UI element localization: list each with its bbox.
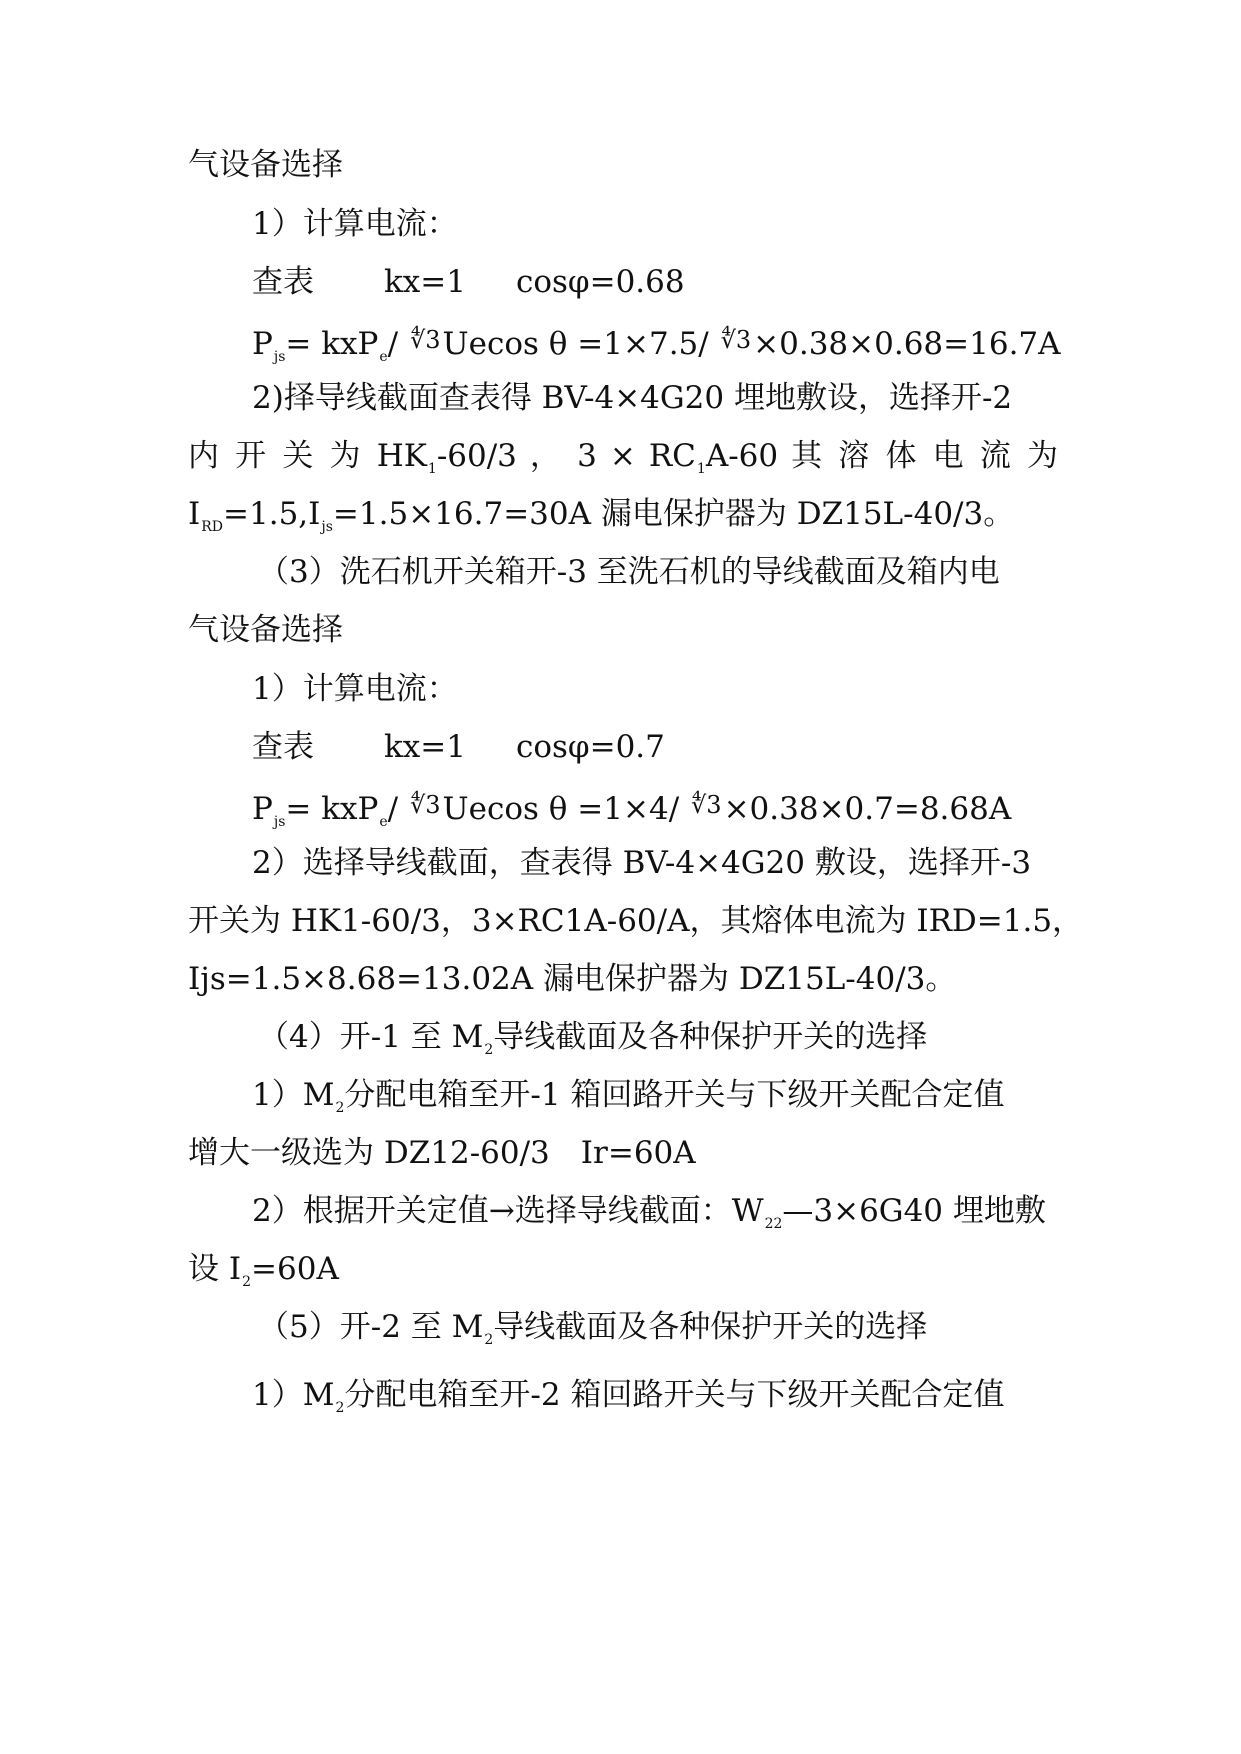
text-span: 分配电箱至开-1 箱回路开关与下级开关配合定值 <box>344 1077 1005 1113</box>
text-span: 1）M <box>252 1377 335 1413</box>
subscript: 22 <box>764 1216 783 1232</box>
text-span: —3×6G40 埋地敷 <box>782 1193 1046 1229</box>
text-span: P <box>252 326 273 362</box>
text-span: -60/3 ， 3 × RC <box>436 438 696 474</box>
text-span: kx=1 <box>384 264 466 300</box>
text-span: / <box>387 326 408 362</box>
subscript: js <box>321 519 333 535</box>
subscript: 2 <box>335 1400 345 1416</box>
text-line <box>252 722 1058 772</box>
text-line: Ijs=1.5×8.68=13.02A 漏电保护器为 DZ15L-40/3。 <box>188 961 957 997</box>
text-line <box>252 1070 1058 1120</box>
section-heading: （3）洗石机开关箱开-3 至洗石机的导线截面及箱内电 <box>258 554 1000 590</box>
text-span: （5）开-2 至 M <box>258 1309 484 1345</box>
text-span: P <box>252 791 273 827</box>
text-span: kx=1 <box>384 729 466 765</box>
text-span: 分配电箱至开-2 箱回路开关与下级开关配合定值 <box>344 1377 1005 1413</box>
text-line <box>252 257 1058 307</box>
text-span: Uecos θ =1×4/ <box>442 791 690 827</box>
subscript: js <box>273 349 286 365</box>
text-span: / <box>387 791 408 827</box>
text-span: = kxP <box>285 326 379 362</box>
text-line: 气设备选择 <box>188 612 343 648</box>
text-line: 1）计算电流： <box>252 671 458 707</box>
text-span: 1）M <box>252 1077 335 1113</box>
root-symbol: ∜3 <box>409 791 441 819</box>
root-symbol: ∜3 <box>409 326 441 354</box>
subscript: e <box>379 814 388 830</box>
text-span: = kxP <box>285 791 379 827</box>
root-symbol: ∜3 <box>720 326 752 354</box>
subscript: RD <box>201 519 224 535</box>
text-line: 2)择导线截面查表得 BV-4×4G20 埋地敷设，选择开-2 <box>252 380 1013 416</box>
subscript: e <box>379 349 388 365</box>
formula-line <box>252 780 1058 830</box>
text-line <box>188 431 1058 481</box>
subscript: 2 <box>484 1332 494 1348</box>
subscript: js <box>273 814 286 830</box>
text-span: 2）根据开关定值→选择导线截面：W <box>252 1193 764 1229</box>
subscript: 1 <box>696 461 706 477</box>
text-span: =60A <box>251 1251 339 1287</box>
subscript: 2 <box>242 1274 252 1290</box>
text-span: =1.5,I <box>223 496 321 532</box>
text-span: （4）开-1 至 M <box>258 1019 484 1055</box>
subscript: 1 <box>427 461 437 477</box>
text-line <box>188 1244 1058 1294</box>
text-span: ×0.38×0.7=8.68A <box>723 791 1012 827</box>
text-line: 1）计算电流： <box>252 206 458 242</box>
text-line: 增大一级选为 DZ12-60/3 Ir=60A <box>188 1135 696 1171</box>
text-span: 导线截面及各种保护开关的选择 <box>493 1309 928 1345</box>
text-span: 查表 <box>252 264 314 300</box>
text-line <box>188 489 1058 539</box>
text-span: 导线截面及各种保护开关的选择 <box>493 1019 928 1055</box>
text-span: Uecos θ =1×7.5/ <box>442 326 719 362</box>
text-span: 查表 <box>252 729 314 765</box>
formula-line <box>252 315 1061 365</box>
text-span: cosφ=0.68 <box>515 264 685 300</box>
subscript: 2 <box>335 1100 345 1116</box>
text-line: 开关为 HK1-60/3，3×RC1A-60/A，其熔体电流为 IRD=1.5， <box>188 903 1084 939</box>
text-span: 设 I <box>188 1251 242 1287</box>
text-span: =1.5×16.7=30A 漏电保护器为 DZ15L-40/3。 <box>332 496 1015 532</box>
section-heading <box>258 1012 1058 1062</box>
text-span: I <box>188 496 201 532</box>
text-line <box>252 1186 1058 1236</box>
text-span: 内 开 关 为 HK <box>188 438 427 474</box>
text-line: 2）选择导线截面，查表得 BV-4×4G20 敷设，选择开-3 <box>252 845 1032 881</box>
root-symbol: ∜3 <box>691 791 722 819</box>
text-line <box>252 1370 1058 1420</box>
subscript: 2 <box>484 1042 494 1058</box>
text-span: ×0.38×0.68=16.7A <box>753 326 1061 362</box>
section-heading <box>258 1302 1058 1352</box>
text-span: A-60 其 溶 体 电 流 为 <box>705 438 1059 474</box>
text-span: cosφ=0.7 <box>515 729 665 765</box>
text-line: 气设备选择 <box>188 147 343 183</box>
